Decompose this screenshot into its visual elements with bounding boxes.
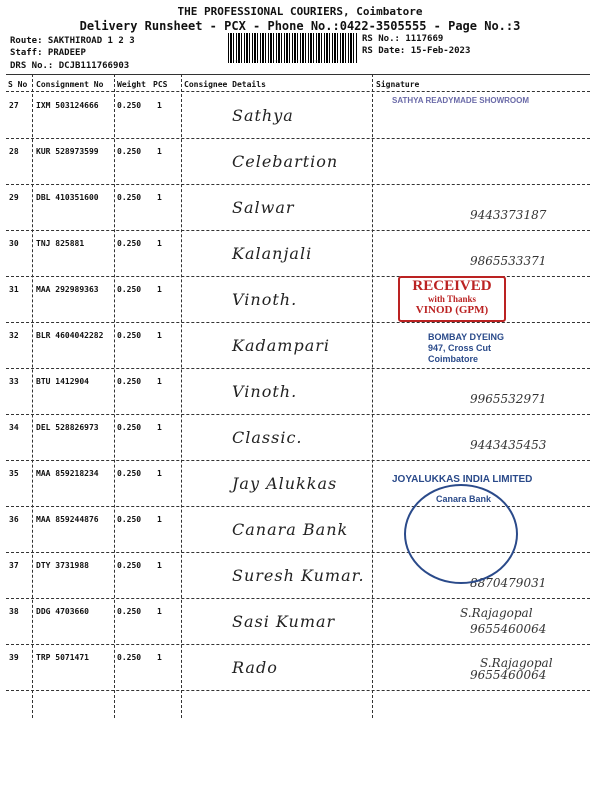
col-divider [181,74,182,718]
row-consignment-no: DTY 3731988 [36,561,89,570]
row-consignment-no: MAA 292989363 [36,285,99,294]
row-signature-phone: 8870479031 [470,576,547,590]
row-sno: 28 [9,147,19,156]
row-pcs: 1 [157,377,162,386]
col-divider [372,74,373,718]
row-weight: 0.250 [117,469,142,478]
drs-label: DRS No.: DCJB111766903 [10,61,130,71]
row-consignee-name: Sathya [232,106,294,125]
row-consignee-name: Canara Bank [232,520,349,539]
row-divider [6,644,590,645]
col-header-pcs: PCS [153,80,168,89]
received-vinod: VINOD (GPM) [415,304,489,316]
joyalukkas-stamp: JOYALUKKAS INDIA LIMITED [392,474,533,485]
rajagopal-signature-2: S.Rajagopal [480,656,553,670]
col-divider [32,74,33,718]
row-pcs: 1 [157,331,162,340]
row-consignee-name: Vinoth. [232,382,298,401]
received-stamp [398,276,506,322]
row-pcs: 1 [157,285,162,294]
row-signature-phone: 9655460064 [470,668,547,682]
row-consignment-no: TRP 5071471 [36,653,89,662]
received-thanks: with Thanks [427,294,477,304]
runsheet-title: Delivery Runsheet - PCX - Phone No.:0422-3505555 - Page No.:3 [79,19,521,33]
row-consignment-no: DEL 528826973 [36,423,99,432]
row-signature-phone: 9443435453 [470,438,547,452]
row-signature-phone: 9443373187 [470,208,547,222]
row-signature-phone: 9865533371 [470,254,547,268]
row-consignment-no: BTU 1412904 [36,377,89,386]
col-header-sno: S No [8,80,28,89]
row-divider [6,322,590,323]
barcode [228,33,358,63]
staff-label: Staff: PRADEEP [10,48,86,58]
row-weight: 0.250 [117,101,142,110]
row-divider [6,414,590,415]
row-weight: 0.250 [117,331,142,340]
row-divider [6,368,590,369]
sathya-stamp: SATHYA READYMADE SHOWROOM [392,96,530,105]
header-rule-bottom [6,91,590,92]
row-sno: 33 [9,377,19,386]
row-consignee-name: Classic. [232,428,303,447]
row-weight: 0.250 [117,147,142,156]
canara-seal-text: Canara Bank [436,494,492,504]
row-pcs: 1 [157,561,162,570]
row-pcs: 1 [157,193,162,202]
row-weight: 0.250 [117,193,142,202]
row-divider [6,598,590,599]
row-sno: 30 [9,239,19,248]
received-text: RECEIVED [412,278,492,294]
row-consignment-no: DDG 4703660 [36,607,89,616]
row-divider [6,690,590,691]
row-consignee-name: Celebartion [232,152,339,171]
row-consignment-no: KUR 528973599 [36,147,99,156]
rs-date: RS Date: 15-Feb-2023 [362,46,471,56]
row-pcs: 1 [157,653,162,662]
row-consignee-name: Vinoth. [232,290,298,309]
row-pcs: 1 [157,469,162,478]
route-label: Route: SAKTHIROAD 1 2 3 [10,36,135,46]
row-pcs: 1 [157,239,162,248]
row-weight: 0.250 [117,561,142,570]
row-consignee-name: Kalanjali [232,244,313,263]
row-consignment-no: DBL 410351600 [36,193,99,202]
row-consignee-name: Sasi Kumar [232,612,336,631]
row-divider [6,460,590,461]
row-sno: 27 [9,101,19,110]
bombay-line2: 947, Cross Cut [428,343,492,353]
row-consignment-no: MAA 859218234 [36,469,99,478]
row-sno: 29 [9,193,19,202]
row-divider [6,230,590,231]
row-sno: 39 [9,653,19,662]
bombay-line1: BOMBAY DYEING [428,332,505,342]
row-consignment-no: BLR 4604042282 [36,331,104,340]
row-weight: 0.250 [117,285,142,294]
row-consignee-name: Kadampari [232,336,330,355]
row-weight: 0.250 [117,423,142,432]
col-header-consignment: Consignment No [36,80,104,89]
row-pcs: 1 [157,515,162,524]
row-consignment-no: MAA 859244876 [36,515,99,524]
row-signature-phone: 9965532971 [470,392,547,406]
row-divider [6,184,590,185]
row-consignee-name: Suresh Kumar. [232,566,365,585]
row-consignment-no: IXM 503124666 [36,101,99,110]
row-consignee-name: Rado [232,658,278,677]
row-pcs: 1 [157,607,162,616]
row-divider [6,138,590,139]
header-rule-top [6,74,590,75]
row-sno: 36 [9,515,19,524]
row-sno: 37 [9,561,19,570]
row-sno: 38 [9,607,19,616]
row-weight: 0.250 [117,607,142,616]
bombay-line3: Coimbatore [428,354,479,364]
row-pcs: 1 [157,147,162,156]
col-divider [114,74,115,718]
rajagopal-signature: S.Rajagopal [460,606,533,620]
row-sno: 31 [9,285,19,294]
row-signature-phone: 9655460064 [470,622,547,636]
row-consignee-name: Salwar [232,198,295,217]
row-sno: 32 [9,331,19,340]
row-consignment-no: TNJ 825881 [36,239,85,248]
row-sno: 34 [9,423,19,432]
col-header-signature: Signature [376,80,420,89]
row-pcs: 1 [157,423,162,432]
company-title: THE PROFESSIONAL COURIERS, Coimbatore [177,5,423,18]
row-weight: 0.250 [117,653,142,662]
row-consignee-name: Jay Alukkas [232,474,338,493]
col-header-consignee: Consignee Details [184,80,266,89]
bombay-stamp [428,332,504,365]
row-weight: 0.250 [117,515,142,524]
row-weight: 0.250 [117,377,142,386]
rs-no: RS No.: 1117669 [362,34,444,44]
row-weight: 0.250 [117,239,142,248]
row-sno: 35 [9,469,19,478]
row-pcs: 1 [157,101,162,110]
col-header-weight: Weight [117,80,146,89]
